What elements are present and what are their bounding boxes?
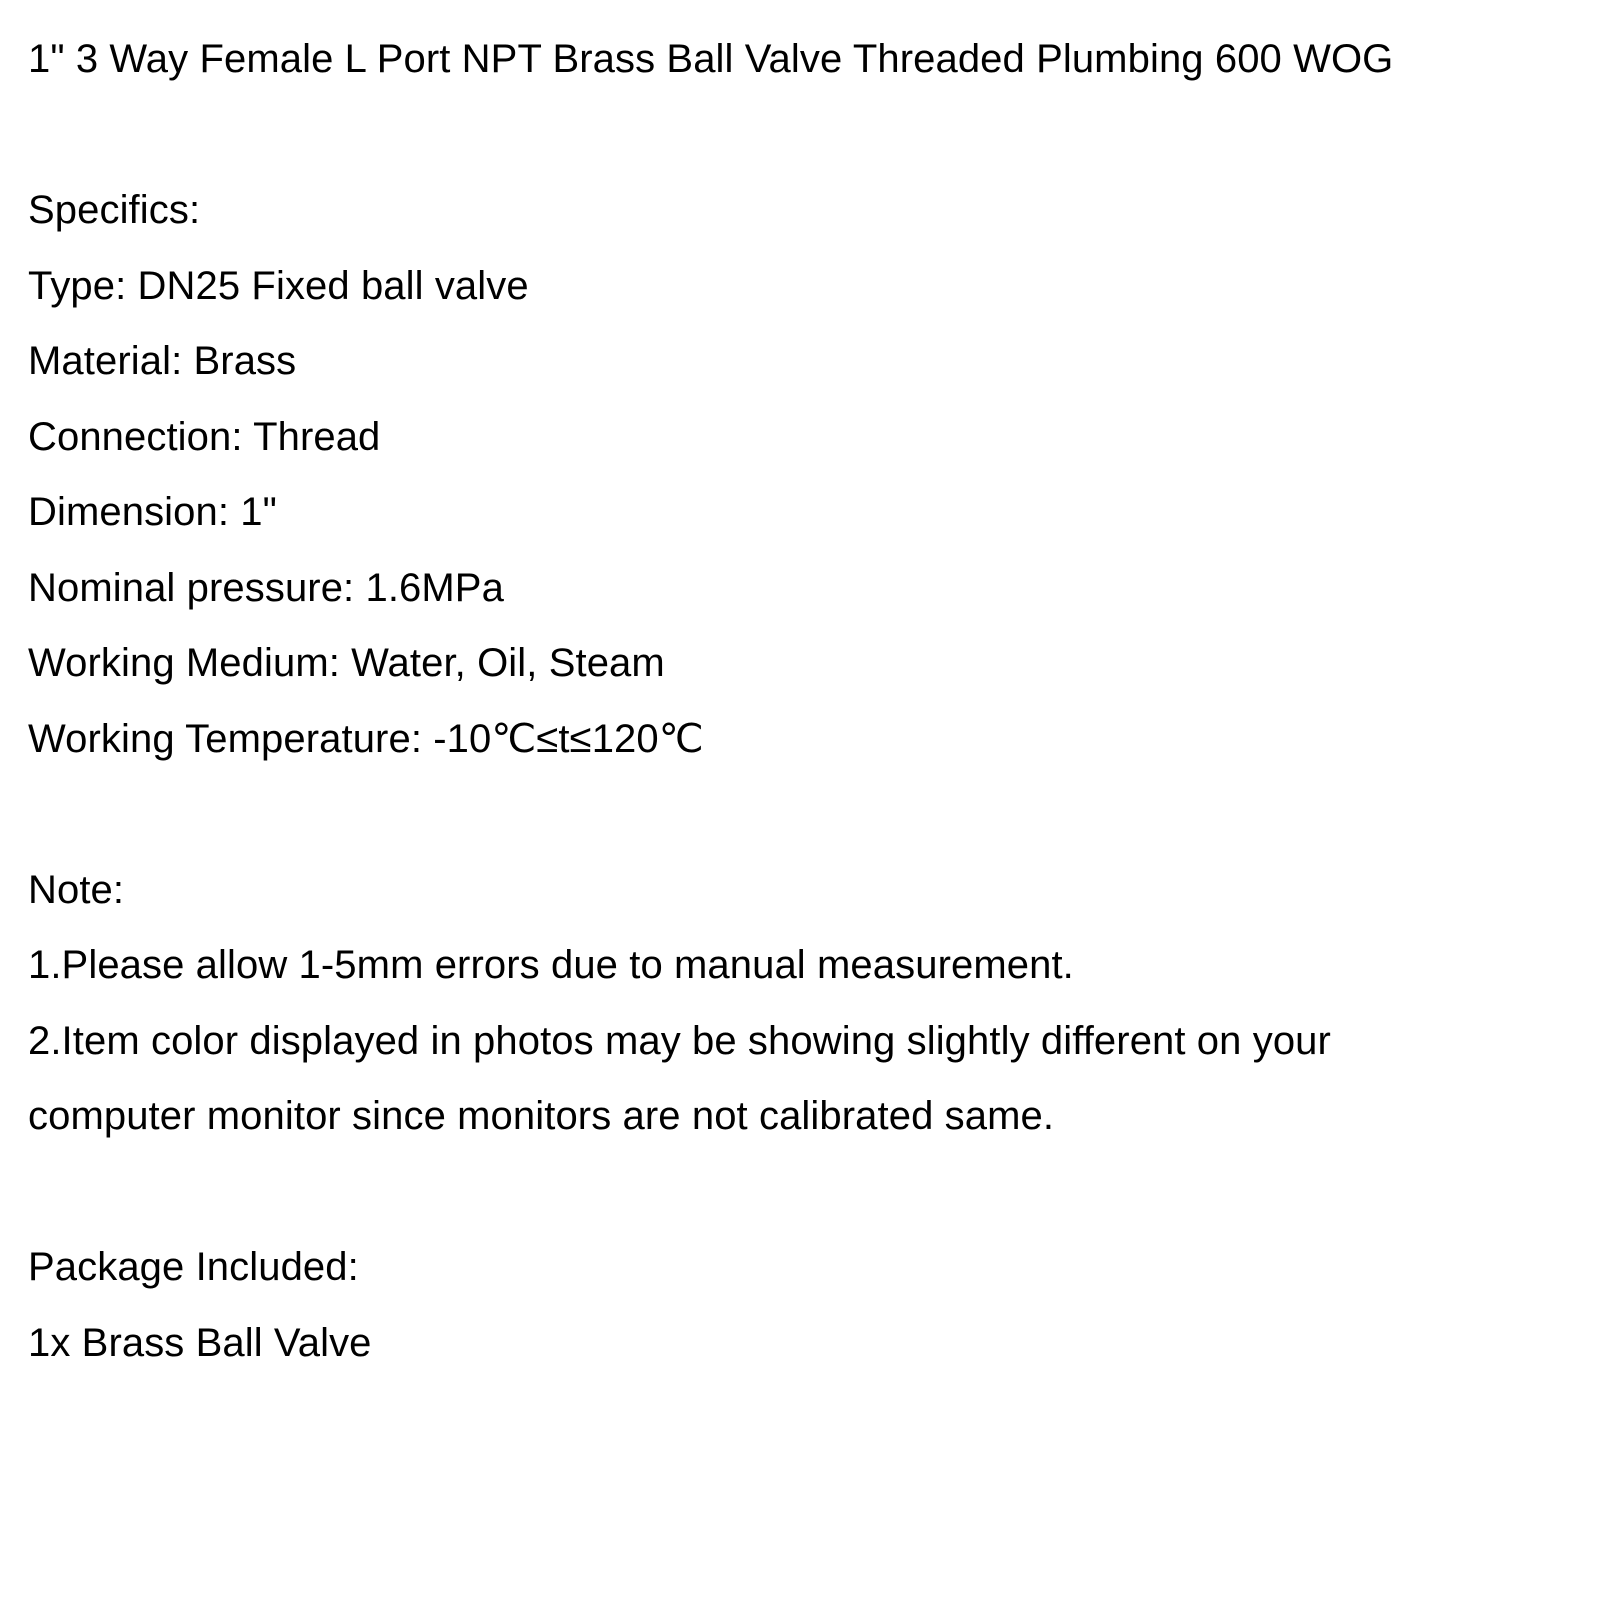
spacer [28, 1155, 1578, 1231]
spec-dimension: Dimension: 1" [28, 490, 277, 534]
specifics-heading: Specifics: [28, 188, 201, 232]
spec-working-medium: Working Medium: Water, Oil, Steam [28, 641, 665, 685]
note-item-2: 2.Item color displayed in photos may be showing slightly different on your [28, 1018, 1331, 1063]
note-item-2-continued: computer monitor since monitors are not calibrated same. [28, 1094, 1055, 1138]
note-heading: Note: [28, 867, 125, 912]
note-item-1: 1.Please allow 1-5mm errors due to manual measurement. [28, 943, 1074, 987]
package-heading: Package Included: [28, 1245, 359, 1289]
spec-connection: Connection: Thread [28, 414, 381, 459]
spec-nominal-pressure: Nominal pressure: 1.6MPa [28, 565, 504, 610]
product-title: 1" 3 Way Female L Port NPT Brass Ball Valve Threaded Plumbing 600 WOG [28, 37, 1394, 81]
spec-type: Type: DN25 Fixed ball valve [28, 263, 529, 308]
package-item: 1x Brass Ball Valve [28, 1320, 372, 1365]
spec-material: Material: Brass [28, 339, 297, 383]
spec-working-temperature: Working Temperature: -10℃≤t≤120℃ [28, 716, 704, 761]
product-description [28, 22, 1578, 1381]
spacer [28, 777, 1578, 853]
spacer [28, 98, 1578, 174]
